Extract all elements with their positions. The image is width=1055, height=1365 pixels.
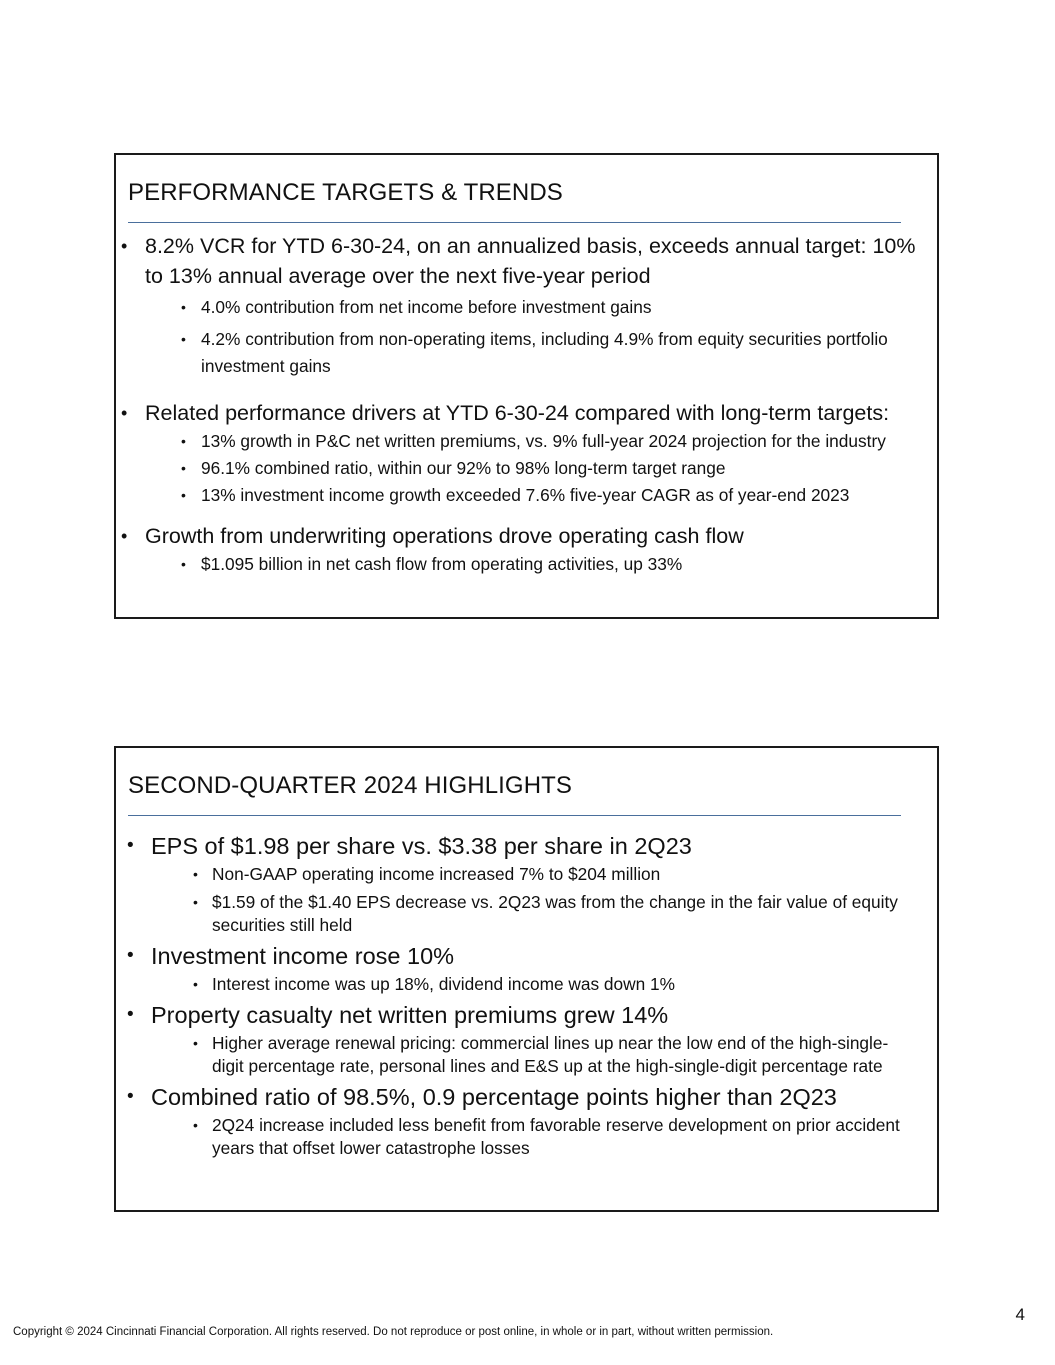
bullet-item	[116, 231, 937, 380]
bullet-item	[116, 831, 937, 937]
bullet-icon: •	[127, 1004, 134, 1025]
bullet-text: Related performance drivers at YTD 6-30-24 compared with long-term targets:	[145, 401, 890, 425]
bullet-text: Combined ratio of 98.5%, 0.9 percentage points higher than 2Q23	[151, 1084, 837, 1110]
copyright-notice: Copyright © 2024 Cincinnati Financial Corporation. All rights reserved. Do not reproduce or post online, in whole or in part, without written permission.	[13, 1326, 774, 1338]
bullet-text: Property casualty net written premiums grew 14%	[151, 1002, 669, 1028]
bullet-item	[116, 1000, 937, 1078]
bullet-icon: •	[127, 945, 134, 966]
sub-bullet-list	[145, 551, 927, 578]
sub-bullet-text: 2Q24 increase included less benefit from favorable reserve development on prior accident years that offset lower catastrophe losses	[212, 1115, 900, 1158]
bullet-icon: •	[193, 976, 198, 992]
bullet-icon: •	[181, 460, 186, 476]
sub-bullet-item	[151, 891, 927, 937]
bullet-icon: •	[181, 299, 186, 315]
sub-bullet-item	[145, 551, 927, 578]
title-divider	[128, 222, 901, 223]
bullet-icon: •	[193, 1117, 198, 1133]
sub-bullet-item	[145, 294, 927, 321]
bullet-item	[116, 521, 937, 578]
bullet-list	[116, 231, 937, 578]
title-divider	[128, 815, 901, 816]
sub-bullet-text: 4.0% contribution from net income before investment gains	[201, 297, 652, 317]
bullet-icon: •	[181, 487, 186, 503]
bullet-icon: •	[121, 403, 128, 423]
bullet-icon: •	[127, 835, 134, 856]
sub-bullet-text: 96.1% combined ratio, within our 92% to 98% long-term target range	[201, 458, 726, 478]
sub-bullet-text: Non-GAAP operating income increased 7% to $204 million	[212, 864, 661, 884]
slide-performance-targets	[114, 153, 939, 619]
page-number: 4	[1015, 1305, 1025, 1324]
slide-title: PERFORMANCE TARGETS & TRENDS	[128, 179, 563, 206]
bullet-list	[116, 831, 937, 1160]
sub-bullet-text: Interest income was up 18%, dividend income was down 1%	[212, 974, 675, 994]
sub-bullet-item	[145, 326, 927, 380]
sub-bullet-text: 13% growth in P&C net written premiums, vs. 9% full-year 2024 projection for the industry	[201, 431, 886, 451]
bullet-icon: •	[127, 1086, 134, 1107]
sub-bullet-text: Higher average renewal pricing: commercial lines up near the low end of the high-single-digit percentage rate, personal lines and E&S up at the high-single-digit percentage rate	[212, 1033, 889, 1076]
sub-bullet-item	[145, 428, 927, 455]
bullet-icon: •	[193, 894, 198, 910]
bullet-icon: •	[181, 331, 186, 347]
bullet-text: Growth from underwriting operations drove operating cash flow	[145, 524, 744, 548]
sub-bullet-list	[151, 1032, 927, 1078]
sub-bullet-list	[151, 863, 927, 937]
sub-bullet-list	[151, 973, 927, 996]
sub-bullet-item	[151, 863, 927, 886]
bullet-icon: •	[121, 236, 128, 256]
sub-bullet-list	[145, 294, 927, 380]
bullet-text: EPS of $1.98 per share vs. $3.38 per share in 2Q23	[151, 833, 692, 859]
sub-bullet-item	[145, 455, 927, 482]
sub-bullet-text: $1.59 of the $1.40 EPS decrease vs. 2Q23 was from the change in the fair value of equity securities still held	[212, 892, 898, 935]
bullet-icon: •	[193, 1035, 198, 1051]
bullet-icon: •	[181, 556, 186, 572]
bullet-text: 8.2% VCR for YTD 6-30-24, on an annualized basis, exceeds annual target: 10% to 13% annual average over the next five-year period	[145, 234, 916, 288]
sub-bullet-item	[151, 1032, 927, 1078]
sub-bullet-list	[151, 1114, 927, 1160]
bullet-item	[116, 398, 937, 509]
sub-bullet-text: $1.095 billion in net cash flow from operating activities, up 33%	[201, 554, 683, 574]
bullet-item	[116, 941, 937, 996]
sub-bullet-item	[145, 482, 927, 509]
bullet-icon: •	[181, 433, 186, 449]
bullet-icon: •	[121, 526, 128, 546]
sub-bullet-item	[151, 1114, 927, 1160]
slide-second-quarter-highlights	[114, 746, 939, 1212]
sub-bullet-text: 4.2% contribution from non-operating items, including 4.9% from equity securities portfolio investment gains	[201, 329, 888, 376]
slide-title: SECOND-QUARTER 2024 HIGHLIGHTS	[128, 772, 572, 799]
sub-bullet-text: 13% investment income growth exceeded 7.6% five-year CAGR as of year-end 2023	[201, 485, 850, 505]
bullet-item	[116, 1082, 937, 1160]
bullet-icon: •	[193, 866, 198, 882]
sub-bullet-list	[145, 428, 927, 509]
bullet-text: Investment income rose 10%	[151, 943, 455, 969]
sub-bullet-item	[151, 973, 927, 996]
